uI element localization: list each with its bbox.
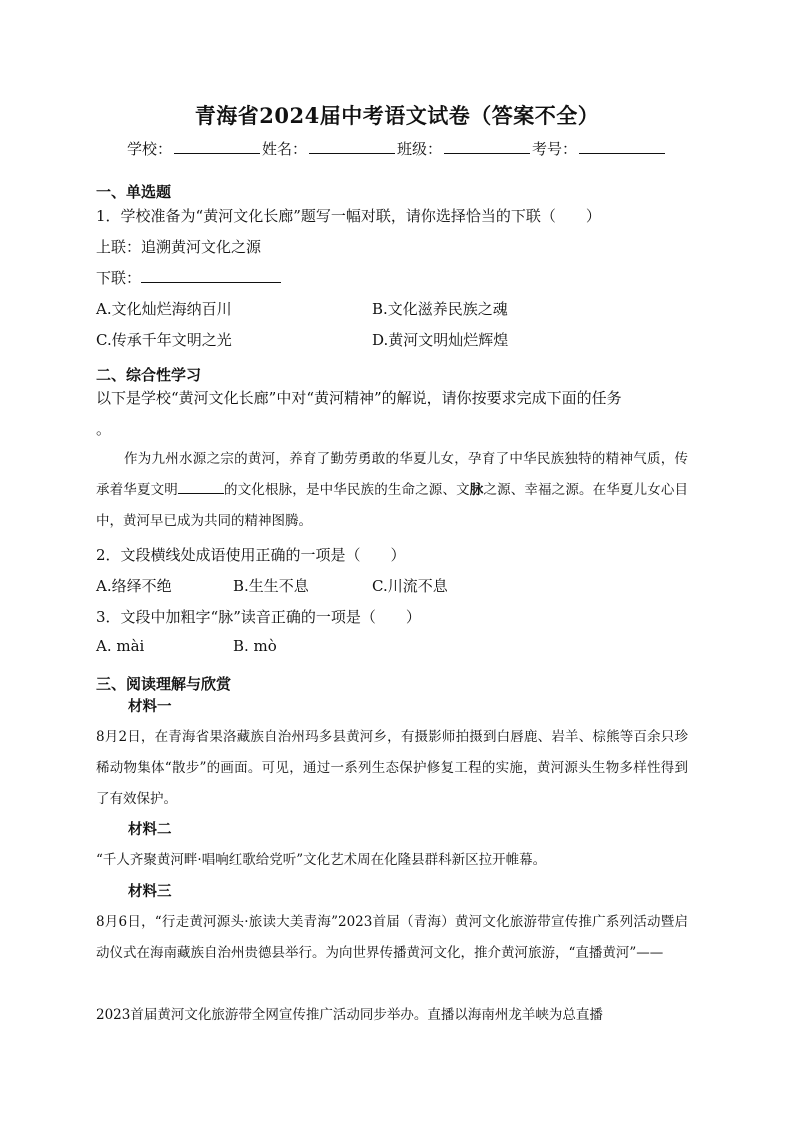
class-label: 班级： [397, 140, 443, 158]
section-2-intro: 以下是学校“黄河文化长廊”中对“黄河精神”的解说，请你按要求完成下面的任务 [96, 389, 622, 407]
question-3-stem: 3．文段中加粗字“脉”读音正确的一项是（ ） [96, 608, 421, 626]
material-3-title: 材料三 [128, 883, 172, 900]
section-heading-1: 一、单选题 [96, 183, 172, 201]
page-title: 青海省2024届中考语文试卷（答案不全） [194, 103, 600, 128]
question-1-stem: 1．学校准备为“黄河文化长廊”题写一幅对联，请你选择恰当的下联（ ） [96, 207, 601, 225]
section-heading-2: 二、综合性学习 [96, 366, 202, 384]
passage-text-3: 之源、幸福之源。在华夏儿女心目中，黄河早已成为共同的精神图腾。 [96, 482, 689, 529]
material-3-text-continued: 2023首届黄河文化旅游带全网宣传推广活动同步举办。直播以海南州龙羊峡为总直播 [96, 1007, 603, 1023]
material-2-text: “千人齐聚黄河畔·唱响红歌给党听”文化艺术周在化隆县群科新区拉开帷幕。 [96, 852, 547, 868]
school-blank [174, 140, 260, 154]
q1-option-a: A.文化灿烂海纳百川 [96, 300, 232, 318]
q1-option-b: B.文化滋养民族之魂 [372, 300, 508, 318]
student-info-line [0, 138, 794, 159]
couplet-lower [96, 267, 281, 288]
couplet-lower-blank [141, 268, 281, 283]
q3-option-b: B. mò [233, 637, 277, 655]
question-2-stem: 2．文段横线处成语使用正确的一项是（ ） [96, 546, 406, 564]
passage-text-2: 的文化根脉，是中华民族的生命之源、文 [223, 482, 470, 498]
exam-no-blank [579, 140, 665, 154]
name-label: 姓名： [261, 140, 307, 158]
q2-option-c: C.川流不息 [372, 577, 448, 595]
q1-option-d: D.黄河文明灿烂辉煌 [372, 331, 509, 349]
section-2-passage [96, 444, 688, 537]
exam-no-label: 考号： [532, 140, 578, 158]
q1-option-c: C.传承千年文明之光 [96, 331, 232, 349]
name-blank [309, 140, 395, 154]
q2-option-a: A.络绎不绝 [96, 577, 172, 595]
section-2-intro-tail: 。 [96, 420, 112, 438]
material-1-text: 8月2日，在青海省果洛藏族自治州玛多县黄河乡，有摄影师拍摄到白唇鹿、岩羊、棕熊等百余只珍稀动物集体“散步”的画面。可见，通过一系列生态保护修复工程的实施，黄河源头生物多样性得到了有效保护。 [96, 729, 688, 807]
material-3-text: 8月6日，“行走黄河源头·旅读大美青海”2023首届（青海）黄河文化旅游带宣传推广系列活动暨启动仪式在海南藏族自治州贵德县举行。为向世界传播黄河文化，推介黄河旅游，“直播黄河”—— [96, 914, 688, 961]
couplet-upper: 上联：追溯黄河文化之源 [96, 238, 262, 256]
couplet-lower-label: 下联： [96, 269, 142, 287]
material-2-title: 材料二 [128, 821, 172, 838]
section-heading-3: 三、阅读理解与欣赏 [96, 675, 232, 693]
material-1-title: 材料一 [128, 698, 172, 715]
passage-fill-blank [178, 481, 224, 494]
q3-option-a: A. mài [96, 637, 145, 655]
class-blank [444, 140, 530, 154]
school-label: 学校： [126, 140, 172, 158]
passage-text-1: 作为九州水源之宗的黄河，养育了勤劳勇敢的华夏儿女，孕育了中华民族独特的精神气质，传承着华夏文明 [96, 451, 688, 498]
passage-bold-char: 脉 [469, 482, 484, 498]
q2-option-b: B.生生不息 [233, 577, 309, 595]
